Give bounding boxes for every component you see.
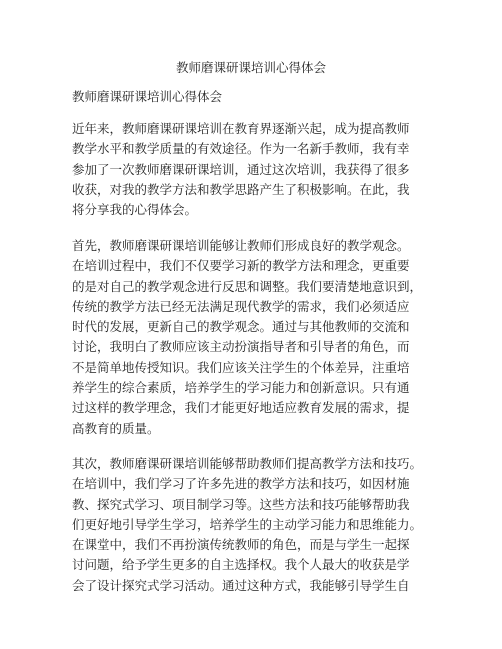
paragraph-line: 讨论，我明白了教师应该主动扮演指导者和引导者的角色，而 xyxy=(72,339,410,355)
paragraph-first-point xyxy=(72,236,442,439)
paragraph-line: 其次，教师磨课研课培训能够帮助教师们提高教学方法和技巧。 xyxy=(72,456,423,471)
paragraph-line: 会了设计探究式学习活动。通过这种方式，我能够引导学生自 xyxy=(72,577,410,593)
paragraph-line: 在培训过程中，我们不仅要学习新的教学方法和理念，更重要 xyxy=(72,258,410,274)
document-title: 教师磨课研课培训心得体会 xyxy=(175,60,326,75)
paragraph-line: 近年来，教师磨课研课培训在教育界逐渐兴起，成为提高教师 xyxy=(72,121,410,136)
paragraph-line: 参加了一次教师磨课研课培训，通过这次培训，我获得了很多 xyxy=(72,161,410,177)
paragraph-line: 过这样的教学理念，我们才能更好地适应教育发展的需求，提 xyxy=(72,400,410,416)
paragraph-second-point xyxy=(72,454,442,596)
paragraph-line: 不是简单地传授知识。我们应该关注学生的个体差异，注重培 xyxy=(72,359,410,375)
paragraph-line: 教、探究式学习、项目制学习等。这些方法和技巧能够帮助我 xyxy=(72,496,410,512)
paragraph-line: 传统的教学方法已经无法满足现代教学的需求，我们必须适应 xyxy=(72,298,410,314)
paragraph-line: 教学水平和教学质量的有效途径。作为一名新手教师，我有幸 xyxy=(72,141,410,157)
paragraph-intro xyxy=(72,119,442,220)
paragraph-line: 首先，教师磨课研课培训能够让教师们形成良好的教学观念。 xyxy=(72,238,410,253)
document-subtitle: 教师磨课研课培训心得体会 xyxy=(72,89,223,104)
paragraph-line: 高教育的质量。 xyxy=(72,420,160,436)
paragraph-line: 收获，对我的教学方法和教学思路产生了积极影响。在此，我 xyxy=(72,181,410,197)
paragraph-line: 在课堂中，我们不再扮演传统教师的角色，而是与学生一起探 xyxy=(72,537,410,553)
paragraph-line: 的是对自己的教学观念进行反思和调整。我们要清楚地意识到， xyxy=(72,278,423,294)
paragraph-line: 在培训中，我们学习了许多先进的教学方法和技巧，如因材施 xyxy=(72,476,410,492)
paragraph-line: 时代的发展，更新自己的教学观念。通过与其他教师的交流和 xyxy=(72,319,410,335)
paragraph-line: 养学生的综合素质，培养学生的学习能力和创新意识。只有通 xyxy=(72,380,410,396)
paragraph-line: 们更好地引导学生学习，培养学生的主动学习能力和思维能力。 xyxy=(72,516,423,532)
paragraph-line: 讨问题，给予学生更多的自主选择权。我个人最大的收获是学 xyxy=(72,557,410,573)
paragraph-line: 将分享我的心得体会。 xyxy=(72,202,198,218)
